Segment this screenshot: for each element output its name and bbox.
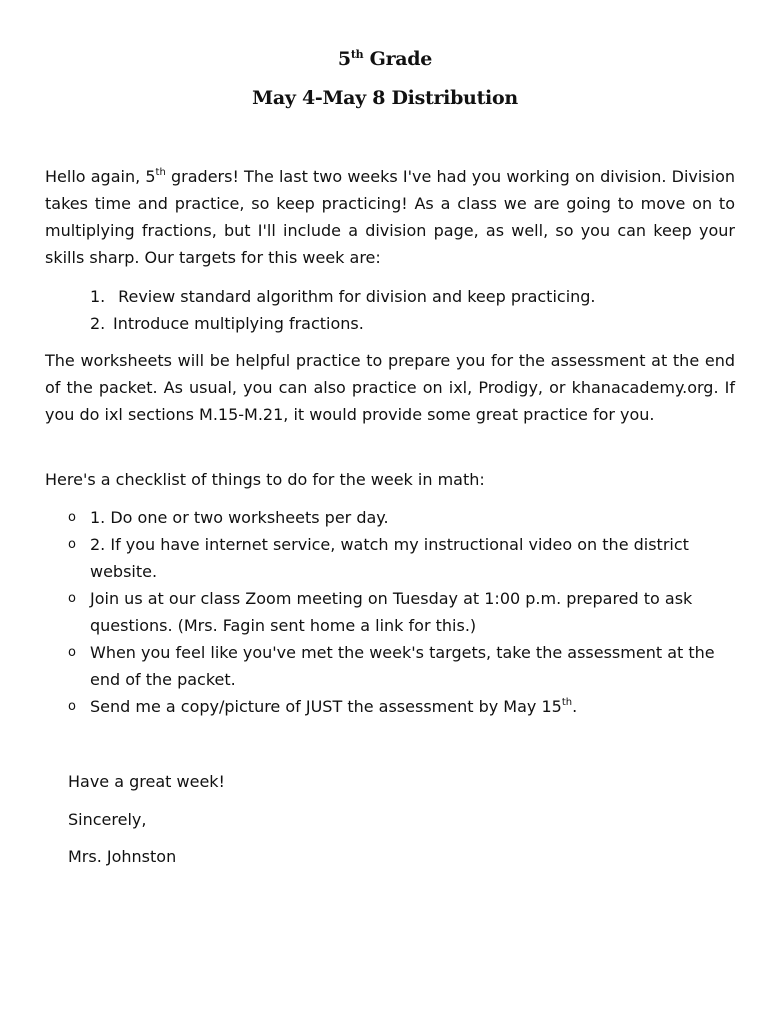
worksheets-paragraph: The worksheets will be helpful practice to prepare you for the assessment at the end of the packet. As usual, you can also practice on ixl, Prodigy, or khanacademy.org. If you do ixl sections M.15-M.21, it would provide some great practice for you. <box>45 351 735 424</box>
target-text: Review standard algorithm for division and keep practicing. <box>118 287 596 306</box>
bullet-icon: o <box>68 645 76 660</box>
target-item <box>90 310 596 337</box>
checklist-item-text: 2. If you have internet service, watch my instructional video on the district website. <box>90 535 689 581</box>
grade-heading <box>0 48 770 70</box>
intro-paragraph <box>45 163 735 271</box>
intro-superscript: th <box>155 167 166 178</box>
grade-superscript: th <box>350 48 364 61</box>
checklist-item-end: . <box>572 697 578 716</box>
signature: Mrs. Johnston <box>68 847 177 866</box>
checklist <box>62 504 722 720</box>
target-text: Introduce multiplying fractions. <box>113 314 364 333</box>
distribution-heading: May 4-May 8 Distribution <box>252 87 518 109</box>
closing-sincerely: Sincerely, <box>68 810 147 829</box>
intro-part-2: graders! The last two weeks I've had you working on division. Division takes time and practice, so keep practicing! As a class we are going to move on to multiplying fractions, but I'll include a division page, as well, so you can keep your skills sharp. Our targets for this week are: <box>45 167 736 267</box>
target-item <box>90 283 596 310</box>
target-number: 1. <box>90 287 106 306</box>
bullet-icon: o <box>68 591 76 606</box>
bullet-icon: o <box>68 699 76 714</box>
checklist-item <box>62 585 722 639</box>
grade-number: 5 <box>337 48 351 70</box>
intro-part-1: Hello again, 5 <box>45 167 156 186</box>
target-number: 2. <box>90 314 106 333</box>
targets-list <box>90 283 596 337</box>
bullet-icon: o <box>68 537 76 552</box>
checklist-item <box>62 639 722 693</box>
checklist-item <box>62 504 722 531</box>
checklist-intro: Here's a checklist of things to do for the week in math: <box>45 470 485 489</box>
checklist-item-text: Send me a copy/picture of JUST the assessment by May 15 <box>90 697 562 716</box>
checklist-item <box>62 693 722 720</box>
date-superscript: th <box>561 697 573 708</box>
checklist-item-text: 1. Do one or two worksheets per day. <box>90 508 389 527</box>
checklist-item-text: Join us at our class Zoom meeting on Tuesday at 1:00 p.m. prepared to ask questions. (Mrs. Fagin sent home a link for this.) <box>90 589 693 635</box>
checklist-item-text: When you feel like you've met the week's targets, take the assessment at the end of the packet. <box>90 643 715 689</box>
checklist-item <box>62 531 722 585</box>
grade-word: Grade <box>363 48 433 70</box>
bullet-icon: o <box>68 510 76 525</box>
closing-greeting: Have a great week! <box>68 772 225 791</box>
